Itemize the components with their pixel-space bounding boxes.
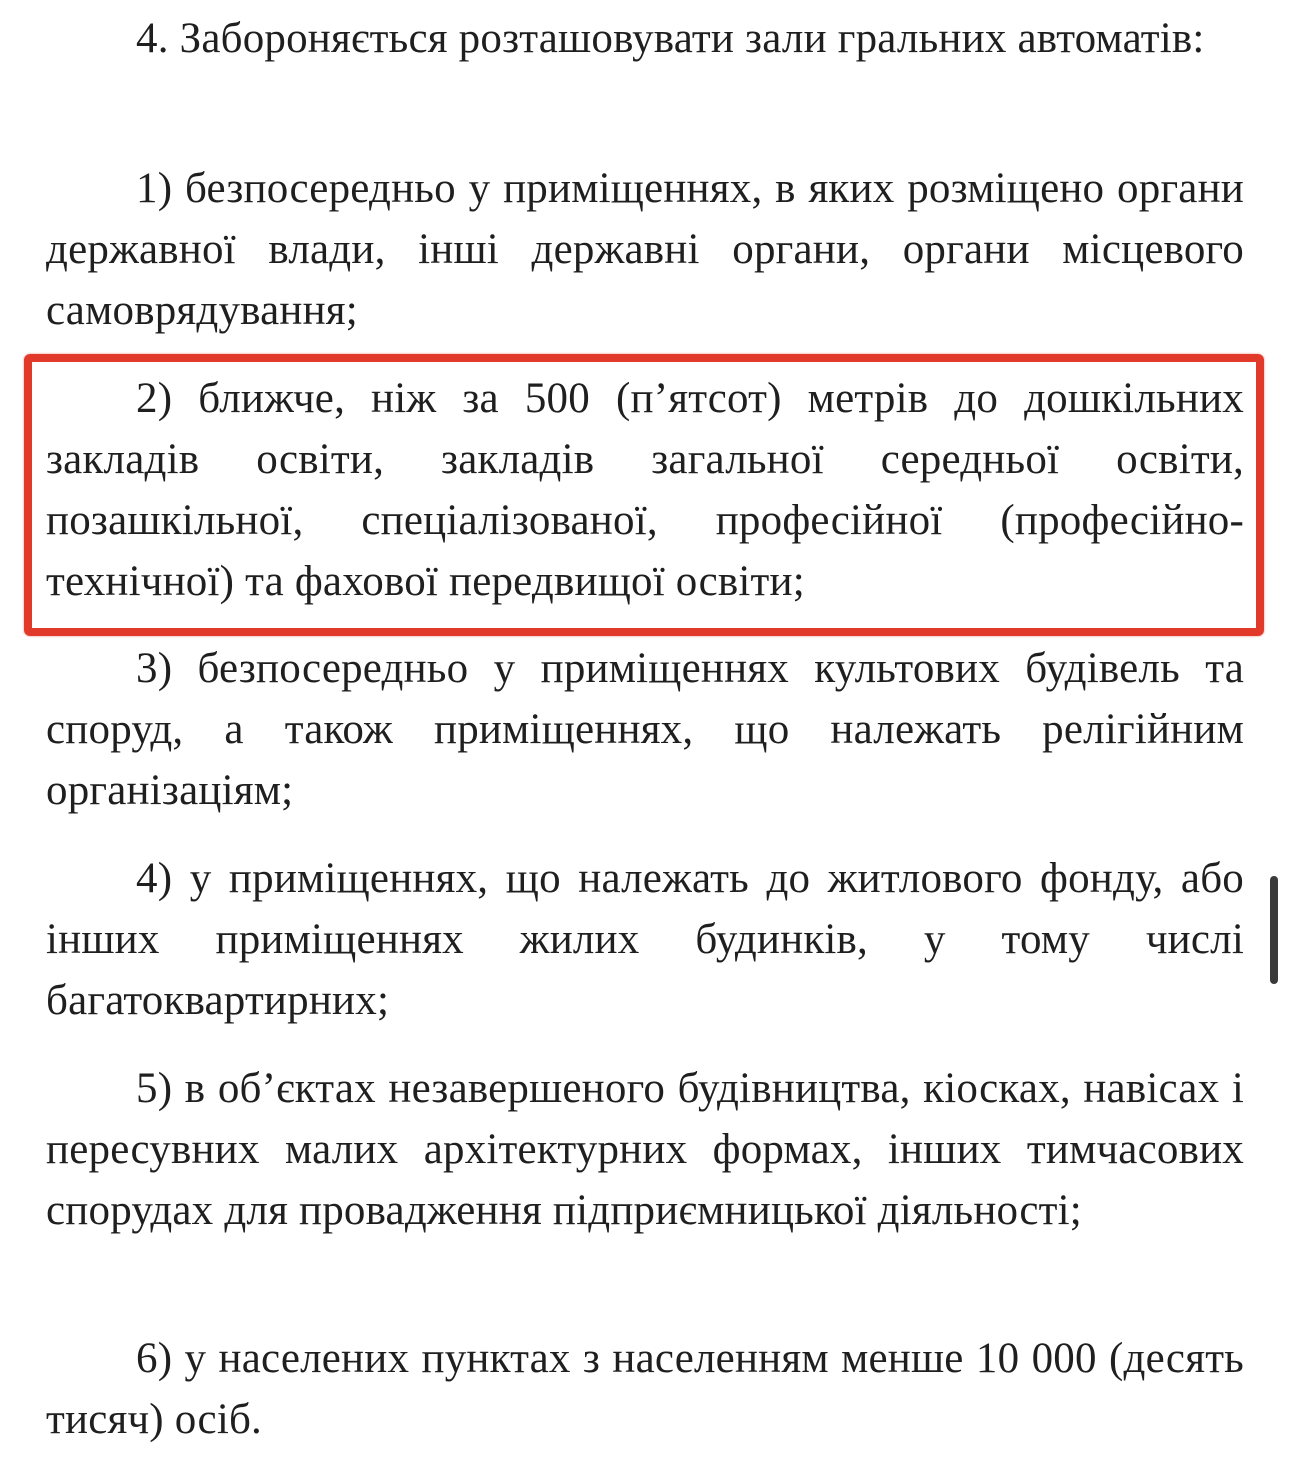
paragraph-item-2: 2) ближче, ніж за 500 (п’ятсот) метрів до дошкільних закладів освіти, закладів загальної середньої освіти, позашкільної, спеціалізованої, професійної (професійно-технічної) та фахової передвищої освіти; (46, 375, 1244, 605)
paragraph-clause-4-intro: 4. Забороняється розташовувати зали гральних автоматів: (136, 15, 1205, 62)
paragraph-item-5: 5) в об’єктах незавершеного будівництва, кіосках, навісах і пересувних малих архітектурних формах, інших тимчасових спорудах для провадження підприємницької діяльності; (46, 1065, 1244, 1234)
vertical-scrollbar[interactable] (1270, 876, 1278, 984)
paragraph-item-6: 6) у населених пунктах з населенням менше 10 000 (десять тисяч) осіб. (46, 1335, 1244, 1443)
red-highlight-box (24, 354, 1264, 636)
paragraph-item-4: 4) у приміщеннях, що належать до житлового фонду, або інших приміщеннях жилих будинків, у тому числі багатоквартирних; (46, 855, 1244, 1024)
paragraph-item-1: 1) безпосередньо у приміщеннях, в яких розміщено органи державної влади, інші державні органи, органи місцевого самоврядування; (46, 165, 1244, 334)
paragraph-item-3: 3) безпосередньо у приміщеннях культових будівель та споруд, а також приміщеннях, що належать релігійним організаціям; (46, 645, 1244, 814)
